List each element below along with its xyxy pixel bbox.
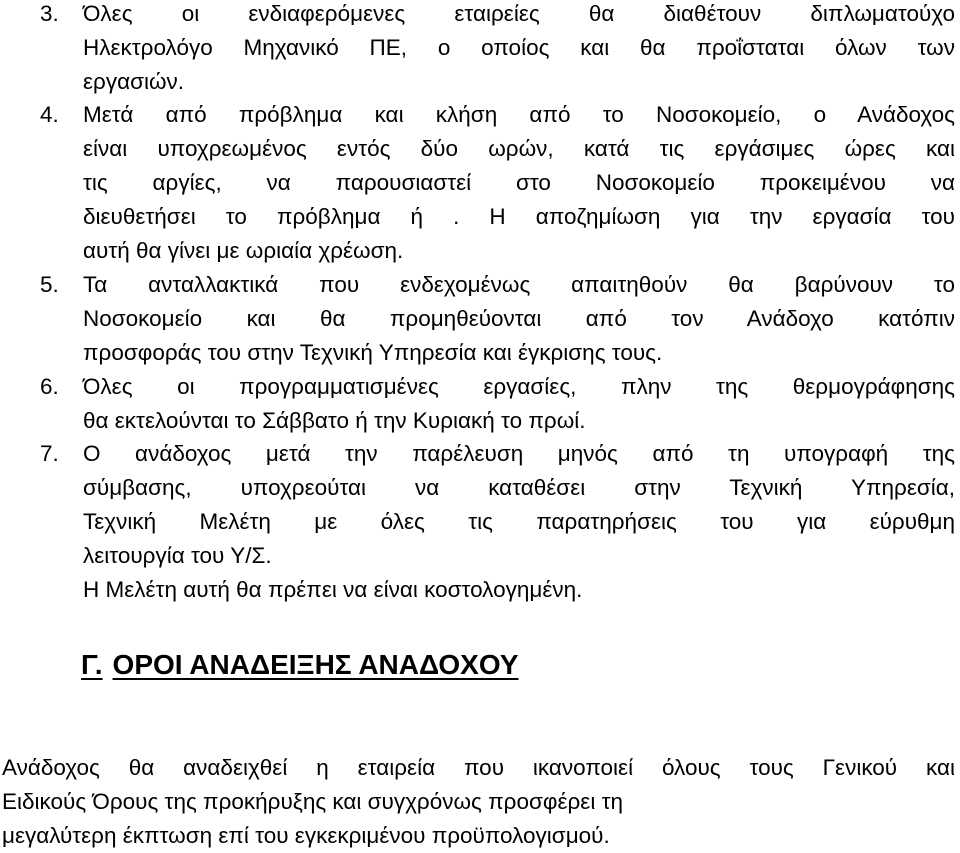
item-text-line: Ηλεκτρολόγο Μηχανικό ΠΕ, ο οποίος και θα προΐσταται όλων των — [83, 35, 955, 60]
paragraph-line: Ανάδοχος θα αναδειχθεί η εταιρεία που ικανοποιεί όλους τους Γενικού και — [2, 755, 955, 780]
item-text-line: αυτή θα γίνει με ωριαία χρέωση. — [83, 238, 404, 263]
item-number: 3. — [40, 1, 59, 26]
list-item-7 — [0, 437, 960, 607]
item-text-line: Τα ανταλλακτικά που ενδεχομένως απαιτηθούν θα βαρύνουν το — [83, 272, 955, 297]
list-item-3 — [0, 0, 960, 99]
item-text-line: λειτουργία του Υ/Σ. — [83, 543, 272, 568]
section-heading — [81, 645, 519, 685]
item-text-line: είναι υποχρεωμένος εντός δύο ωρών, κατά τις εργάσιμες ώρες και — [83, 136, 955, 161]
item-text-line: τις αργίες, να παρουσιαστεί στο Νοσοκομείο προκειμένου να — [83, 170, 955, 195]
item-text-line: Όλες οι ενδιαφερόμενες εταιρείες θα διαθέτουν διπλωματούχο — [83, 1, 955, 26]
list-item-6 — [0, 370, 960, 438]
item-text-line: εργασιών. — [83, 69, 185, 94]
paragraph-line: Ειδικούς Όρους της προκήρυξης και συγχρόνως προσφέρει τη — [2, 789, 623, 814]
item-text-line: Τεχνική Μελέτη με όλες τις παρατηρήσεις του για εύρυθμη — [83, 509, 955, 534]
list-item-4 — [0, 98, 960, 268]
item-text-line: σύμβασης, υποχρεούται να καταθέσει στην Τεχνική Υπηρεσία, — [83, 475, 955, 500]
list-item-5 — [0, 268, 960, 370]
item-text-line: Μετά από πρόβλημα και κλήση από το Νοσοκομείο, ο Ανάδοχος — [83, 102, 955, 127]
item-text-line: διευθετήσει το πρόβλημα ή . Η αποζημίωση για την εργασία του — [83, 204, 955, 229]
paragraph-line: μεγαλύτερη έκπτωση επί του εγκεκριμένου προϋπολογισμού. — [2, 823, 610, 848]
item-text-line: Ο ανάδοχος μετά την παρέλευση μηνός από τη υπογραφή της — [83, 441, 955, 466]
item-text-line: Νοσοκομείο και θα προμηθεύονται από τον Ανάδοχο κατόπιν — [83, 306, 955, 331]
item-number: 7. — [40, 441, 59, 466]
item-number: 4. — [40, 102, 59, 127]
item-text-line: Η Μελέτη αυτή θα πρέπει να είναι κοστολογημένη. — [83, 577, 583, 602]
item-text-line: προσφοράς του στην Τεχνική Υπηρεσία και έγκρισης τους. — [83, 340, 663, 365]
body-paragraph — [2, 751, 955, 853]
item-text-line: Όλες οι προγραμματισμένες εργασίες, πλην της θερμογράφησης — [83, 374, 955, 399]
item-text-line: θα εκτελούνται το Σάββατο ή την Κυριακή το πρωί. — [83, 408, 586, 433]
item-number: 6. — [40, 374, 59, 399]
section-heading-title: ΟΡΟΙ ΑΝΑΔΕΙΞΗΣ ΑΝΑΔΟΧΟΥ — [112, 649, 519, 680]
item-number: 5. — [40, 272, 59, 297]
section-heading-prefix: Γ. — [81, 649, 103, 680]
